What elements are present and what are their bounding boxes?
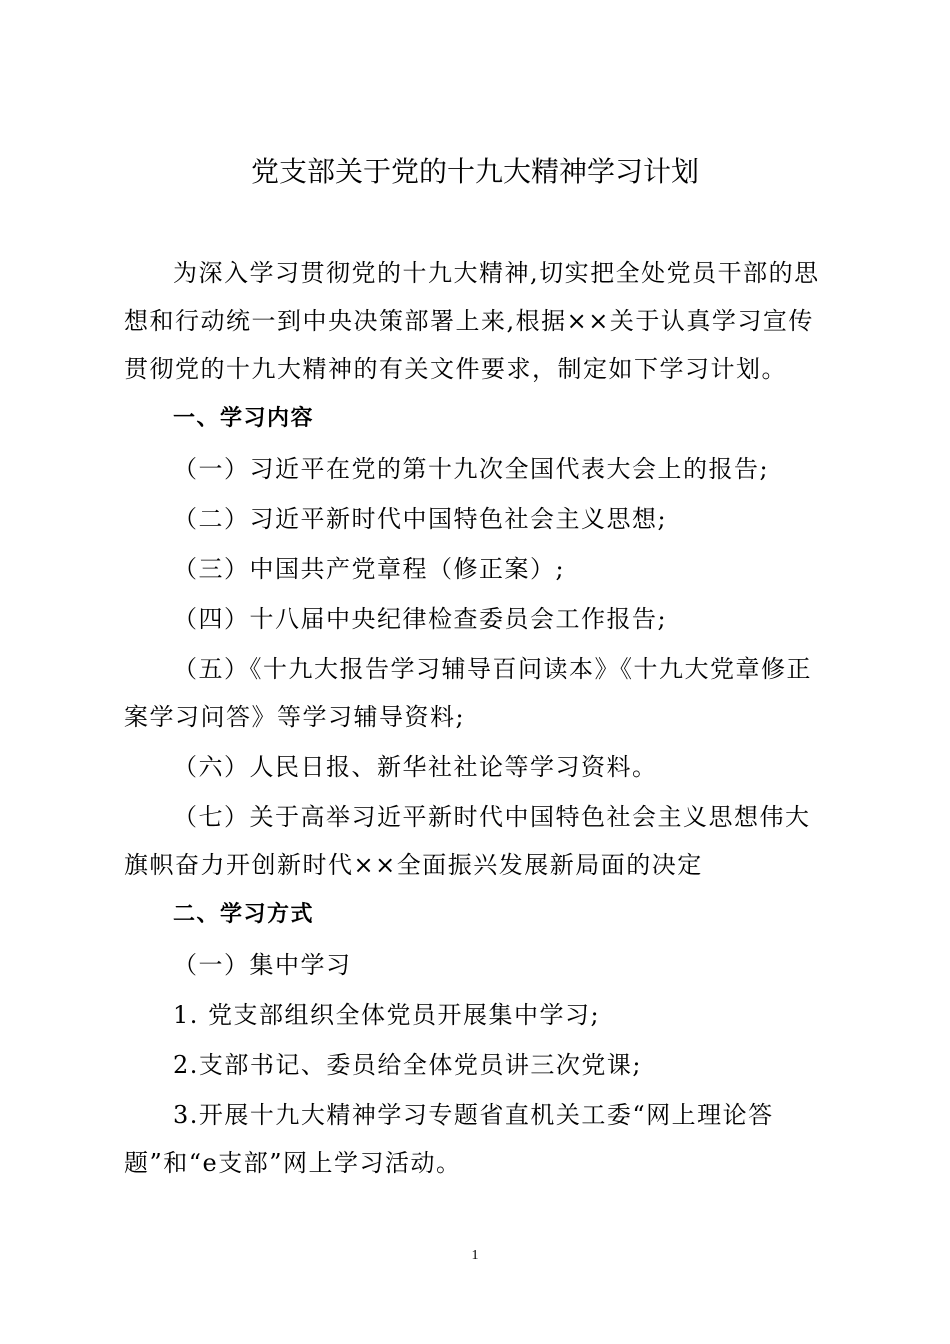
intro-paragraph: 为深入学习贯彻党的十九大精神,切实把全处党员干部的思想和行动统一到中央决策部署上来,根据××关于认真学习宣传贯彻党的十九大精神的有关文件要求，制定如下学习计划。 xyxy=(124,259,820,383)
content-item: （四）十八届中央纪律检查委员会工作报告; xyxy=(173,605,668,633)
method-item: 2.支部书记、委员给全体党员讲三次党课; xyxy=(173,1051,642,1079)
method-item: 1. 党支部组织全体党员开展集中学习; xyxy=(173,1001,601,1029)
content-item: （七）关于高举习近平新时代中国特色社会主义思想伟大旗帜奋力开创新时代××全面振兴发展新局面的决定 xyxy=(124,803,811,879)
document-title: 党支部关于党的十九大精神学习计划 xyxy=(250,155,699,188)
content-item: （五）《十九大报告学习辅导百问读本》《十九大党章修正案学习问答》等学习辅导资料; xyxy=(124,655,812,731)
method-item: 3.开展十九大精神学习专题省直机关工委“网上理论答题”和“e支部”网上学习活动。 xyxy=(124,1101,774,1177)
page-number: 1 xyxy=(471,1248,479,1263)
content-item: （三）中国共产党章程（修正案）; xyxy=(173,555,566,583)
section-heading-content: 一、学习内容 xyxy=(173,406,315,431)
document-body xyxy=(124,249,830,1189)
method-subheading: （一）集中学习 xyxy=(173,951,352,979)
section-heading-method: 二、学习方式 xyxy=(173,902,315,927)
content-item: （一）习近平在党的第十九次全国代表大会上的报告; xyxy=(173,455,770,483)
content-item: （二）习近平新时代中国特色社会主义思想; xyxy=(173,505,668,533)
content-item: （六）人民日报、新华社社论等学习资料。 xyxy=(173,753,658,781)
